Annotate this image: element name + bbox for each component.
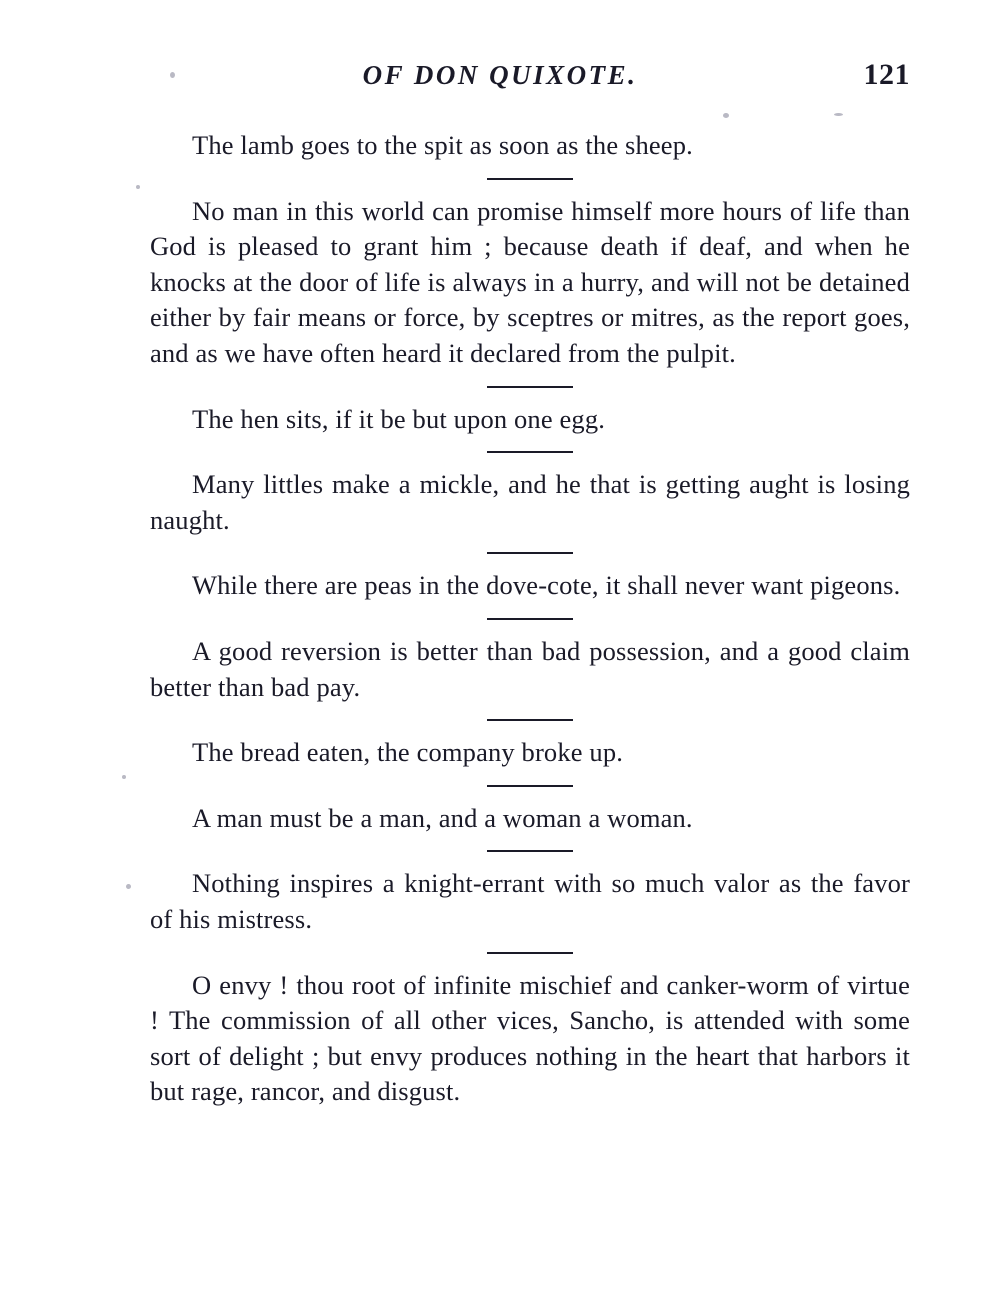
paragraph-separator: [150, 771, 910, 801]
paragraph: The lamb goes to the spit as soon as the sheep.: [192, 130, 693, 160]
page-title: OF DON QUIXOTE.: [362, 60, 638, 90]
scan-speck: [723, 113, 729, 118]
paragraph: A man must be a man, and a woman a woman.: [192, 802, 693, 833]
scan-speck: [136, 185, 140, 189]
paragraph: Nothing inspires a knight-errant with so much valor as the favor of his mistress.: [150, 868, 910, 934]
scan-speck: [126, 884, 131, 889]
scan-speck: [122, 775, 126, 779]
scan-speck: [834, 113, 843, 116]
paragraph-separator: [150, 938, 910, 968]
paragraph-separator: [150, 164, 910, 194]
paragraph-separator: [150, 836, 910, 866]
paragraph: Many littles make a mickle, and he that is getting aught is losing naught.: [150, 469, 910, 535]
page-number: 121: [863, 58, 910, 91]
running-head: [150, 60, 910, 108]
paragraph: The hen sits, if it be but upon one egg.: [192, 403, 605, 434]
paragraph-separator: [150, 372, 910, 402]
paragraph-separator: [150, 705, 910, 735]
paragraph-separator: [150, 538, 910, 568]
paragraph-separator: [150, 604, 910, 634]
paragraph: A good reversion is better than bad possession, and a good claim better than bad pay.: [150, 635, 910, 702]
paragraph: The bread eaten, the company broke up.: [192, 737, 623, 768]
paragraph: While there are peas in the dove-cote, it shall never want pigeons.: [192, 570, 901, 601]
paragraph: O envy ! thou root of infinite mischief and canker-worm of virtue ! The commission of all other vices, Sancho, is attended with some sort of delight ; but envy produces nothing in the heart that harbors it but rage, rancor, and disgust.: [150, 969, 910, 1107]
page-body: [150, 128, 910, 1110]
paragraph-separator: [150, 437, 910, 467]
paragraph: No man in this world can promise himself more hours of life than God is pleased to grant him ; because death if deaf, and when he knocks at the door of life is always in a hurry, and will not be detained either by fair means or force, by sceptres or mitres, as the report goes, and as we have often heard it declared from the pulpit.: [150, 195, 910, 368]
